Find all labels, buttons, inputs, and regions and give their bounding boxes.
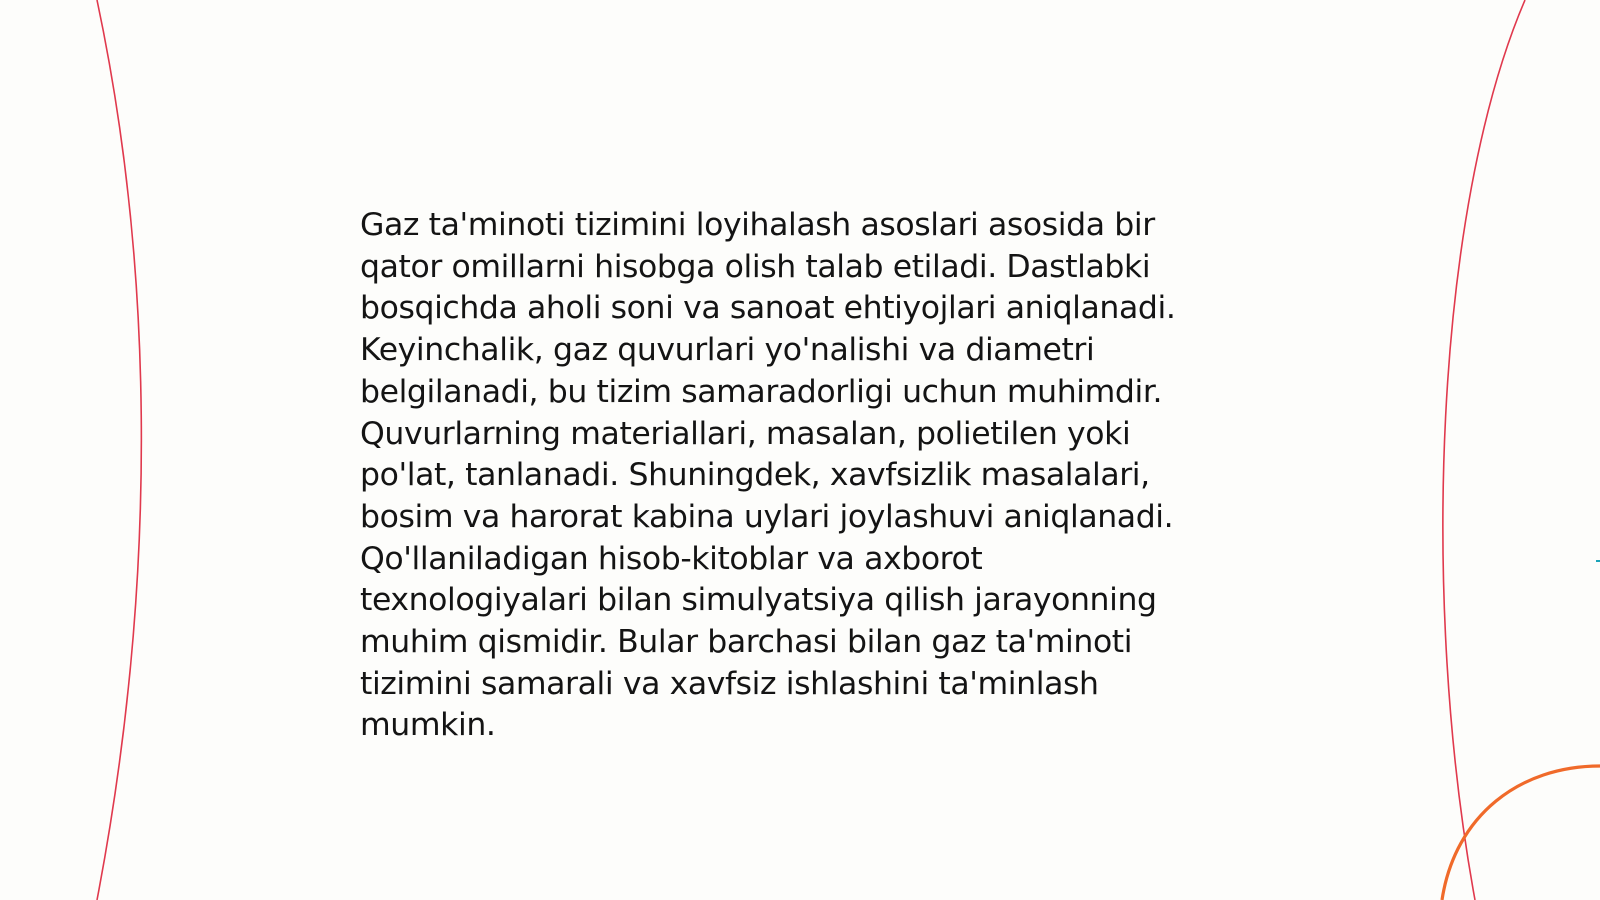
paragraph-line: tizimini samarali va xavfsiz ishlashini ta'minlash bbox=[360, 665, 1099, 702]
paragraph-line: Keyinchalik, gaz quvurlari yo'nalishi va diametri bbox=[360, 332, 1095, 369]
paragraph-line: belgilanadi, bu tizim samaradorligi uchun muhimdir. bbox=[360, 373, 1163, 410]
paragraph-line: bosim va harorat kabina uylari joylashuvi aniqlanadi. bbox=[360, 498, 1174, 535]
paragraph-line: mumkin. bbox=[360, 707, 496, 744]
paragraph-line: Quvurlarning materiallari, masalan, polietilen yoki bbox=[360, 415, 1131, 452]
orange-circle-arc bbox=[1442, 766, 1600, 900]
paragraph-line: bosqichda aholi soni va sanoat ehtiyojlari aniqlanadi. bbox=[360, 290, 1176, 327]
right-red-curve bbox=[1443, 0, 1525, 900]
paragraph-line: Qo'llaniladigan hisob-kitoblar va axborot bbox=[360, 540, 983, 577]
paragraph-line: muhim qismidir. Bular barchasi bilan gaz ta'minoti bbox=[360, 624, 1133, 661]
body-paragraph bbox=[360, 205, 1240, 747]
paragraph-line: Gaz ta'minoti tizimini loyihalash asoslari asosida bir bbox=[360, 207, 1155, 243]
paragraph-line: texnologiyalari bilan simulyatsiya qilish jarayonning bbox=[360, 582, 1157, 619]
paragraph-line: po'lat, tanlanadi. Shuningdek, xavfsizlik masalalari, bbox=[360, 457, 1150, 494]
left-red-curve bbox=[97, 0, 141, 900]
paragraph-line: qator omillarni hisobga olish talab etiladi. Dastlabki bbox=[360, 248, 1151, 285]
